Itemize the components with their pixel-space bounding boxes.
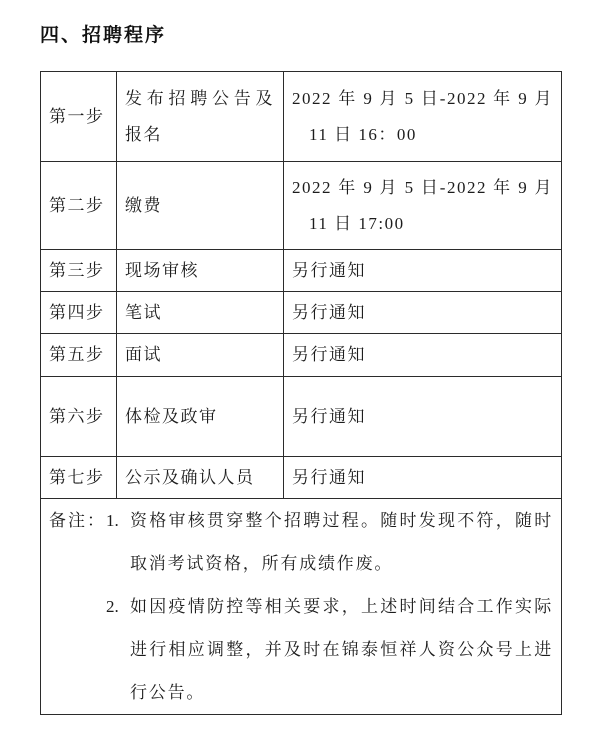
- recruitment-procedure-table: [40, 71, 562, 715]
- step-label: 第六步: [49, 406, 105, 426]
- time-cell: [284, 334, 561, 376]
- time-text: 另行通知: [292, 260, 366, 280]
- task-cell: [117, 457, 284, 498]
- step-cell: [41, 72, 117, 161]
- page-title: 四、招聘程序: [40, 25, 167, 46]
- task-cell: [117, 334, 284, 376]
- note-item-1: [106, 499, 553, 585]
- task-text: 面试: [125, 345, 162, 364]
- time-cell: [284, 162, 561, 249]
- task-text: 现场审核: [125, 260, 199, 280]
- note-number: 2.: [106, 597, 119, 616]
- notes-row: [41, 499, 561, 714]
- time-cell: [284, 457, 561, 498]
- step-cell: [41, 250, 117, 291]
- note-item-2: [106, 585, 553, 714]
- table-row-step4: [41, 292, 561, 334]
- table-row-step2: [41, 162, 561, 250]
- table-row-step6: [41, 377, 561, 457]
- table-row-step7: [41, 457, 561, 499]
- step-label: 第三步: [49, 260, 105, 280]
- task-text-line2: 报名: [125, 124, 162, 144]
- task-text: 体检及政审: [125, 406, 218, 426]
- time-cell: [284, 72, 561, 161]
- time-text-line1: 2022 年 9 月 5 日-2022 年 9 月: [292, 88, 553, 108]
- table-row-step3: [41, 250, 561, 292]
- time-text-line2: 11 日 17:00: [309, 213, 405, 233]
- step-cell: [41, 377, 117, 456]
- table-row-step1: [41, 72, 561, 162]
- task-text: 公示及确认人员: [125, 467, 255, 487]
- step-label: 第七步: [49, 467, 105, 487]
- time-text: 另行通知: [292, 467, 366, 487]
- time-cell: [284, 377, 561, 456]
- task-cell: [117, 377, 284, 456]
- step-label: 第四步: [49, 302, 105, 322]
- task-text: 缴费: [125, 195, 162, 215]
- task-cell: [117, 162, 284, 249]
- time-cell: [284, 292, 561, 333]
- time-text: 另行通知: [292, 406, 366, 426]
- step-cell: [41, 457, 117, 498]
- time-text-line1: 2022 年 9 月 5 日-2022 年 9 月: [292, 177, 553, 197]
- task-cell: [117, 250, 284, 291]
- step-cell: [41, 334, 117, 376]
- step-cell: [41, 292, 117, 333]
- table-row-step5: [41, 334, 561, 377]
- notes-list: [106, 499, 553, 714]
- task-cell: [117, 292, 284, 333]
- note-text: 资格审核贯穿整个招聘过程。随时发现不符，随时取消考试资格，所有成绩作废。: [130, 511, 553, 573]
- step-cell: [41, 162, 117, 249]
- step-label: 第二步: [49, 195, 105, 215]
- task-text: 笔试: [125, 302, 162, 322]
- time-text: 另行通知: [292, 302, 366, 322]
- note-number: 1.: [106, 511, 119, 530]
- step-label: 第五步: [49, 345, 105, 364]
- notes-label: 备注：: [49, 511, 106, 530]
- task-text-line1: 发布招聘公告及: [125, 88, 274, 108]
- time-text: 另行通知: [292, 345, 366, 364]
- time-cell: [284, 250, 561, 291]
- time-text-line2: 11 日 16：00: [309, 124, 417, 144]
- note-text: 如因疫情防控等相关要求，上述时间结合工作实际进行相应调整，并及时在锦泰恒祥人资公众号上进行公告。: [130, 597, 553, 702]
- task-cell: [117, 72, 284, 161]
- step-label: 第一步: [49, 106, 105, 126]
